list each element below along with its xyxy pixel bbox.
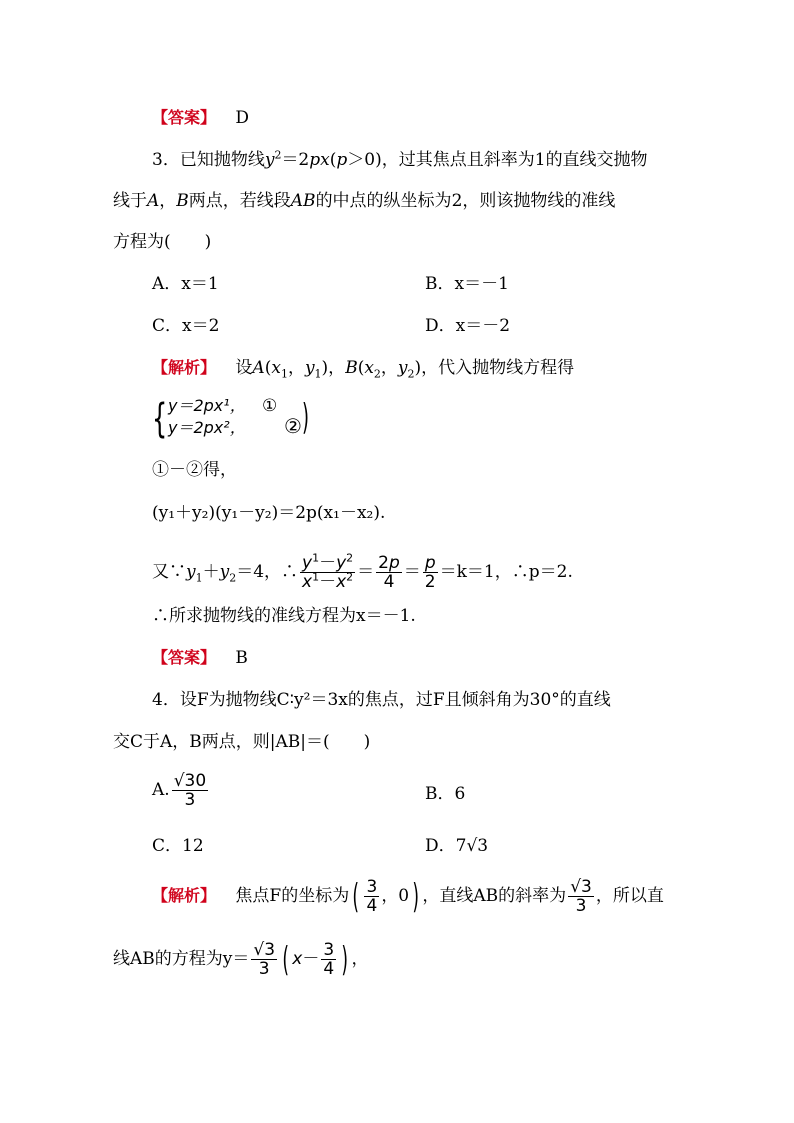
answer-tag: 【答案】 xyxy=(152,108,217,127)
analysis-tag: 【解析】 xyxy=(152,886,217,905)
q4-solution-line2: 线AB的方程为y＝ $\frac{√3}{3}$ ( x－ $\frac{3}{4}$ ) ， xyxy=(113,939,369,980)
q4-option-d: D．7√3 xyxy=(425,836,489,856)
q3-step3: 又$\because y_1+y_2=4$，∴ $\frac{y^1-y^2}{x^1-x^2}$ ＝ $\frac{2p}{4}$ ＝ $\frac{p}{2}$ ＝k＝1，∴p＝2. xyxy=(152,551,573,592)
q3-stem-line3: 方程为( ) xyxy=(113,232,212,252)
q3-equation-system xyxy=(152,396,322,442)
answer-tag: 【答案】 xyxy=(152,648,217,667)
q3-stem-line1: 3．已知抛物线$y^2=2px(p>0)$，过其焦点且斜率为1的直线交抛物 xyxy=(152,148,648,170)
fraction-sqrt30-over-3: $\frac{√30}{3}$ xyxy=(173,771,207,810)
fraction-sqrt3-over-3: $\frac{√3}{3}$ xyxy=(570,877,592,916)
q4-stem-line2: 交C于A，B两点，则|AB|＝( ) xyxy=(113,732,371,752)
analysis-tag: 【解析】 xyxy=(152,358,217,377)
fraction-3-over-4: $\frac{3}{4}$ xyxy=(366,877,378,916)
circle-1-label: ① xyxy=(262,396,278,416)
q3-step1: ①－②得， xyxy=(152,460,237,480)
q4-stem-line1: 4．设F为抛物线C∶y²＝3x的焦点，过F且倾斜角为30°的直线 xyxy=(152,690,611,710)
q3-answer-line xyxy=(152,646,248,670)
q3-stem-line2: 线于A，B两点，若线段AB的中点的纵坐标为2，则该抛物线的准线 xyxy=(113,191,616,211)
q3-step2: (y₁＋y₂)(y₁－y₂)＝2p(x₁－x₂). xyxy=(152,503,386,523)
q3-solution-intro: 【解析】 设$A(x_1$，$y_1$)，$B(x_2$，$y_2$)，代入抛物线方程得 xyxy=(152,358,575,381)
q3-step4: ∴所求抛物线的准线方程为x＝－1. xyxy=(152,606,416,626)
fraction-sqrt3-over-3-b: $\frac{√3}{3}$ xyxy=(253,940,276,979)
q4-option-b: B．6 xyxy=(425,784,466,804)
fraction-p-over-2: $\frac{p}{2}$ xyxy=(424,553,436,592)
q3-option-c: C．x＝2 xyxy=(152,316,220,336)
fraction-2p-over-4: $\frac{2p}{4}$ xyxy=(378,553,400,592)
equation-2: y＝2px²， xyxy=(168,418,246,437)
circle-2-label: ② xyxy=(284,414,302,438)
fraction-3-over-4-b: $\frac{3}{4}$ xyxy=(323,940,335,979)
q4-option-a: A. $\frac{√30}{3}$ xyxy=(152,771,207,810)
q4-number: 4． xyxy=(152,690,180,710)
q3-number: 3． xyxy=(152,150,180,170)
equation-1: y＝2px¹， xyxy=(168,396,246,415)
q3-option-d: D．x＝－2 xyxy=(425,316,511,336)
q3-answer-value: B xyxy=(235,648,248,668)
q2-answer-value: D xyxy=(235,108,250,128)
q4-solution-line1: 【解析】 焦点F的坐标为( $\frac{3}{4}$ ，0) ，直线AB的斜率为 $\frac{√3}{3}$ ，所以直 xyxy=(152,876,664,917)
right-paren: ) xyxy=(302,397,310,438)
q3-option-b: B．x＝－1 xyxy=(425,274,509,294)
q4-option-c: C．12 xyxy=(152,836,204,856)
fraction-difference: $\frac{y^1-y^2}{x^1-x^2}$ xyxy=(302,551,354,592)
q2-answer-line xyxy=(152,106,249,130)
q3-option-a: A．x＝1 xyxy=(152,274,219,294)
left-brace: { xyxy=(152,396,168,442)
